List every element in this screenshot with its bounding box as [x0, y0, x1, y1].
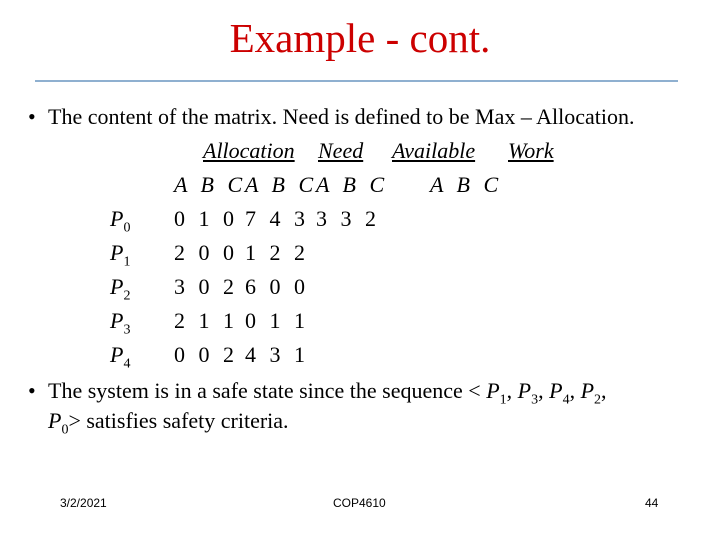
- bullet-text-1: The content of the matrix. Need is defined to be Max – Allocation.: [48, 104, 635, 129]
- process-label: $P_0$: [110, 206, 131, 236]
- header-work: Work: [508, 138, 554, 163]
- header-need: Need: [318, 138, 364, 163]
- header-available: Available: [392, 138, 476, 163]
- abc-work: A B C: [430, 172, 503, 197]
- footer-course: COP4610: [333, 496, 386, 510]
- slide-title: Example - cont.: [229, 15, 491, 61]
- process-label: $P_2$: [110, 274, 131, 304]
- abc-available: A B C: [316, 172, 389, 197]
- need-cell: 1 2 2: [245, 240, 309, 265]
- process-label: $P_4$: [110, 342, 131, 372]
- footer-page-number: 44: [645, 496, 659, 510]
- allocation-cell: 3 0 2: [174, 274, 238, 299]
- available-cell: 3 3 2: [316, 206, 380, 231]
- abc-allocation: A B C: [174, 172, 247, 197]
- need-cell: 0 1 1: [245, 308, 309, 333]
- process-label: $P_3$: [110, 308, 131, 338]
- allocation-cell: 2 0 0: [174, 240, 238, 265]
- need-cell: 4 3 1: [245, 342, 309, 367]
- allocation-cell: 0 0 2: [174, 342, 238, 367]
- need-cell: 7 4 3: [245, 206, 309, 231]
- title-divider: [35, 80, 678, 82]
- need-cell: 6 0 0: [245, 274, 309, 299]
- abc-need: A B C: [245, 172, 318, 197]
- footer-date: 3/2/2021: [60, 496, 107, 510]
- bullet-text-2-line-2: $P_0>$ satisfies safety criteria.: [48, 408, 289, 438]
- allocation-cell: 0 1 0: [174, 206, 238, 231]
- bullet-dot: •: [28, 378, 36, 403]
- header-allocation: Allocation: [203, 138, 295, 163]
- bullet-dot: •: [28, 104, 36, 129]
- allocation-cell: 2 1 1: [174, 308, 238, 333]
- process-label: $P_1$: [110, 240, 131, 270]
- bullet-text-2-line-1: The system is in a safe state since the sequence < $P_1$, $P_3$, $P_4$, $P_2$,: [48, 378, 607, 408]
